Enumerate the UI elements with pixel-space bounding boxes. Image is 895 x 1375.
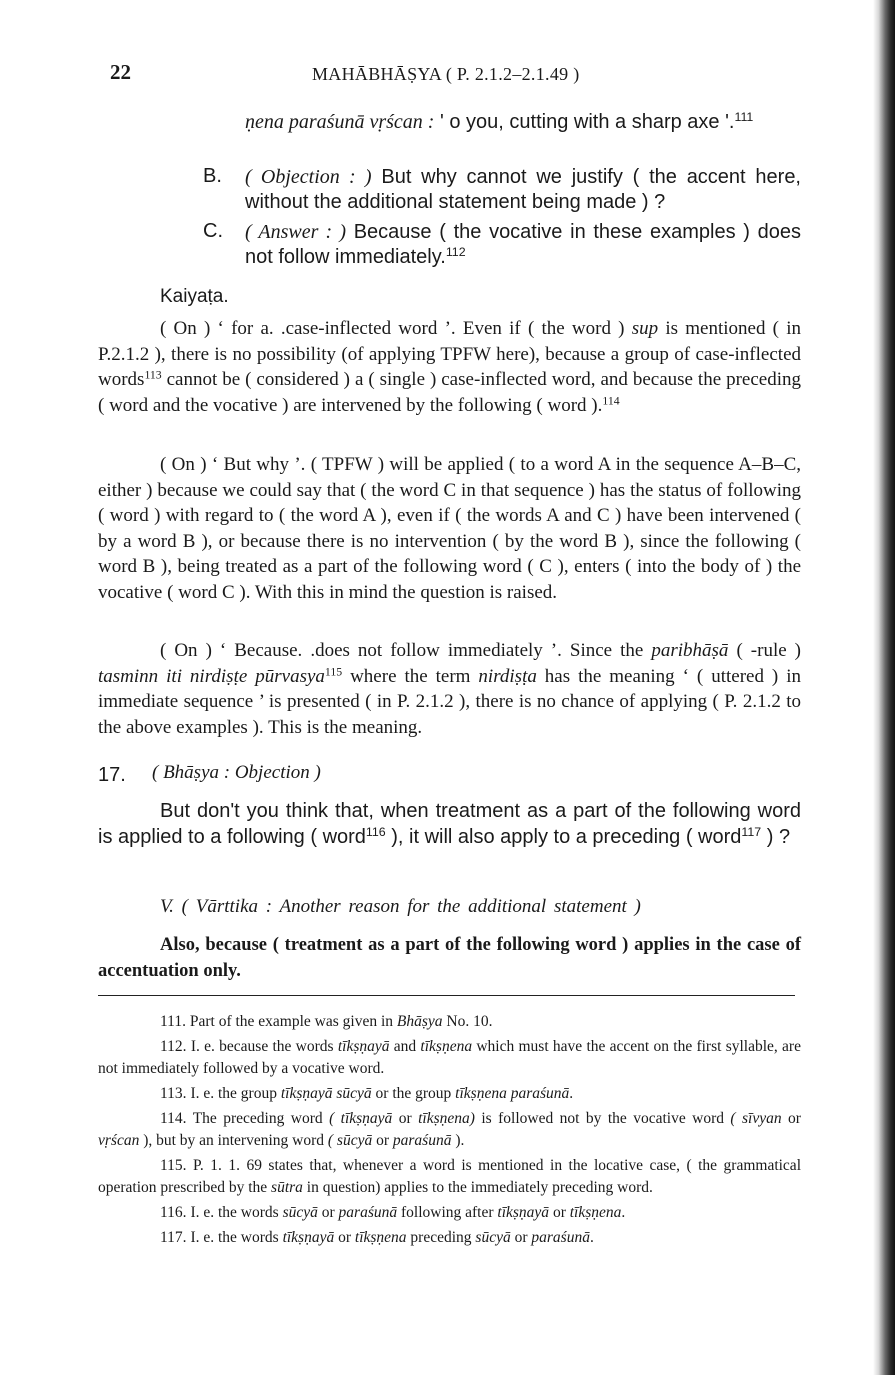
kaiyata-p3-term: paribhāṣā [651, 640, 729, 661]
footnote-number: 116. [160, 1204, 191, 1221]
footnote-number: 114. [160, 1110, 193, 1127]
footnote-term: tīkṣṇena [569, 1204, 622, 1221]
footnote-text: or [510, 1229, 532, 1246]
footnote-term: tīkṣṇayā [337, 1038, 390, 1055]
section-17-label: ( Bhāṣya : Objection ) [152, 762, 321, 783]
kaiyata-p3-text: ( -rule ) [728, 640, 801, 661]
footnote-text: in question) applies to the immediately preceding word. [302, 1179, 653, 1196]
footnote-number: 115. [160, 1157, 194, 1174]
footnote-text: P. 1. 1. 69 states that, whenever a word is mentioned in the locative case, ( the grammatical operation prescribed by the [98, 1157, 801, 1196]
varttika-label: V. ( Vārttika : Another reason for the additional statement ) [160, 896, 641, 917]
kaiyata-p3-text: ( On ) ‘ Because. .does not follow immediately ’. Since the [160, 640, 652, 661]
footnote-number: 117. [160, 1229, 191, 1246]
footnote-term: sūtra [271, 1179, 303, 1196]
footnote-item [98, 1036, 801, 1080]
intro-c-answer [245, 220, 801, 270]
footnote-term: paraśunā [531, 1229, 590, 1246]
section-17-number: 17. [98, 764, 126, 786]
footnote-item [98, 1083, 801, 1105]
kaiyata-p1-text: is mentioned ( in P.2.1.2 ), there is no possibility (of applying TPFW here), because a group of case-inflected words [98, 318, 801, 390]
footnote-term: paraśunā [338, 1204, 398, 1221]
footnotes [98, 1011, 801, 1252]
footnote-text: . [621, 1204, 626, 1221]
footnote-item [98, 1155, 801, 1199]
footnote-ref: 116 [365, 825, 386, 840]
footnote-term: sūcyā [282, 1204, 318, 1221]
objection-label: ( Objection : ) [245, 166, 372, 188]
kaiyata-p3-text: where the term [342, 665, 479, 687]
section-17-text-part: ) ? [761, 826, 791, 848]
kaiyata-heading: Kaiyaṭa. [160, 286, 229, 307]
footnote-text: is followed not by the vocative word [474, 1110, 731, 1127]
footnote-term: ( sīvyan [730, 1110, 782, 1127]
footnote-text: or [392, 1110, 419, 1127]
footnote-number: 112. [160, 1038, 191, 1055]
footnote-text: . [589, 1229, 594, 1246]
footnote-term: tīkṣṇayā [497, 1204, 550, 1221]
answer-text: Because ( the vocative in these examples ) does not follow immediately. [245, 221, 801, 268]
intro-b-objection [245, 165, 801, 215]
footnote-ref: 112 [445, 245, 466, 260]
footnote-term: Bhāṣya [396, 1013, 443, 1030]
footnote-term: tīkṣṇena) [418, 1110, 475, 1127]
section-17-text-part: ), it will also apply to a preceding ( word [385, 826, 742, 848]
footnote-item [98, 1227, 801, 1249]
footnote-number: 111. [160, 1013, 190, 1030]
kaiyata-p3-term: tasminn iti nirdiṣṭe pūrvasya [98, 665, 325, 687]
intro-c-letter: C. [203, 220, 223, 242]
footnote-text: I. e. the words [190, 1204, 283, 1221]
kaiyata-p1-text: ( On ) ‘ for a. .case-inflected word ’. Even if ( the word ) [160, 318, 632, 339]
footnote-text: I. e. the group [190, 1085, 281, 1102]
footnote-text: or [334, 1229, 355, 1246]
footnote-text: or [317, 1204, 339, 1221]
footnote-item [98, 1202, 801, 1224]
objection-text: But why cannot we justify ( the accent here, without the additional statement being made ) ? [245, 166, 801, 213]
footnote-term: sūcyā [475, 1229, 511, 1246]
footnote-term: paraśunā [392, 1132, 452, 1149]
footnote-item [98, 1108, 801, 1152]
footnote-text: which must have the accent on the first syllable, are not immediately followed by a vocative word. [98, 1038, 801, 1077]
footnote-text: I. e. because the words [190, 1038, 338, 1055]
footnote-term: tīkṣṇena [354, 1229, 407, 1246]
footnote-separator [98, 995, 795, 996]
footnote-term: ( sūcyā [327, 1132, 373, 1149]
footnote-ref: 113 [144, 368, 162, 382]
footnote-text: The preceding word [192, 1110, 330, 1127]
kaiyata-p3-text: has the meaning ‘ ( uttered ) in immediate sequence ’ is presented ( in P. 2.1.2 ), there is no chance of applying ( P. 2.1.2 to the above examples ). This is the meaning. [98, 665, 801, 738]
kaiyata-paragraph-1 [98, 316, 801, 418]
footnote-text: ), but by an intervening word [139, 1132, 328, 1149]
footnote-text: . [569, 1085, 574, 1102]
footnote-term: tīkṣṇayā sūcyā [280, 1085, 372, 1102]
section-17-text-part: But don't you think that, when treatment as a part of the following word is applied to a following ( word [98, 800, 801, 848]
page-number: 22 [110, 60, 131, 84]
section-17-text [98, 798, 801, 850]
intro-example-text: ' o you, cutting with a sharp axe '. [434, 111, 735, 133]
footnote-term: ( tīkṣṇayā [329, 1110, 393, 1127]
footnote-text: preceding [406, 1229, 476, 1246]
footnote-text: or [549, 1204, 570, 1221]
footnote-term: tīkṣṇayā [282, 1229, 335, 1246]
footnote-ref: 114 [602, 394, 620, 408]
footnote-text: following after [397, 1204, 498, 1221]
answer-label: ( Answer : ) [245, 221, 347, 243]
footnote-text: or [372, 1132, 393, 1149]
kaiyata-paragraph-2: ( On ) ‘ But why ’. ( TPFW ) will be applied ( to a word A in the sequence A–B–C, either ) because we could say that ( the word C in that sequence ) has the status of following ( word ) with regard to ( the word A ), even if ( the words A and C ) have been intervened ( by a word B ), or because there is no intervention ( by the word B ), since the following ( word B ), being treated as a part of the following word ( C ), enters ( into the body of ) the vocative ( word C ). With this in mind the question is raised. [98, 454, 801, 603]
footnote-term: tīkṣṇena paraśunā [455, 1085, 570, 1102]
intro-b-letter: B. [203, 165, 222, 187]
varttika-text: Also, because ( treatment as a part of the following word ) applies in the case of accentuation only. [98, 935, 801, 981]
kaiyata-p1-text: cannot be ( considered ) a ( single ) case-inflected word, and because the preceding ( word and the vocative ) are intervened by the following ( word ). [98, 369, 801, 416]
kaiyata-p1-term: sup [631, 318, 659, 339]
kaiyata-p3-term: nirdiṣṭa [478, 665, 537, 687]
footnote-text: and [389, 1038, 421, 1055]
scanned-page-edge [873, 0, 895, 1375]
footnote-number: 113. [160, 1085, 191, 1102]
intro-example [245, 110, 801, 135]
footnote-item [98, 1011, 801, 1033]
footnote-text: ). [451, 1132, 465, 1149]
running-title: MAHĀBHĀṢYA ( P. 2.1.2–2.1.49 ) [312, 64, 580, 84]
footnote-term: vṛścan [98, 1132, 140, 1149]
footnote-text: I. e. the words [190, 1229, 283, 1246]
footnote-ref: 115 [324, 665, 343, 679]
intro-example-italic: ṇena paraśunā vṛścan : [245, 111, 435, 133]
footnote-text: or the group [371, 1085, 456, 1102]
kaiyata-paragraph-3 [98, 638, 801, 740]
footnote-ref: 111 [734, 110, 754, 125]
footnote-ref: 117 [741, 825, 762, 840]
footnote-text: No. 10. [442, 1013, 493, 1030]
footnote-text: Part of the example was given in [189, 1013, 397, 1030]
footnote-text: or [781, 1110, 801, 1127]
footnote-term: tīkṣṇena [420, 1038, 473, 1055]
